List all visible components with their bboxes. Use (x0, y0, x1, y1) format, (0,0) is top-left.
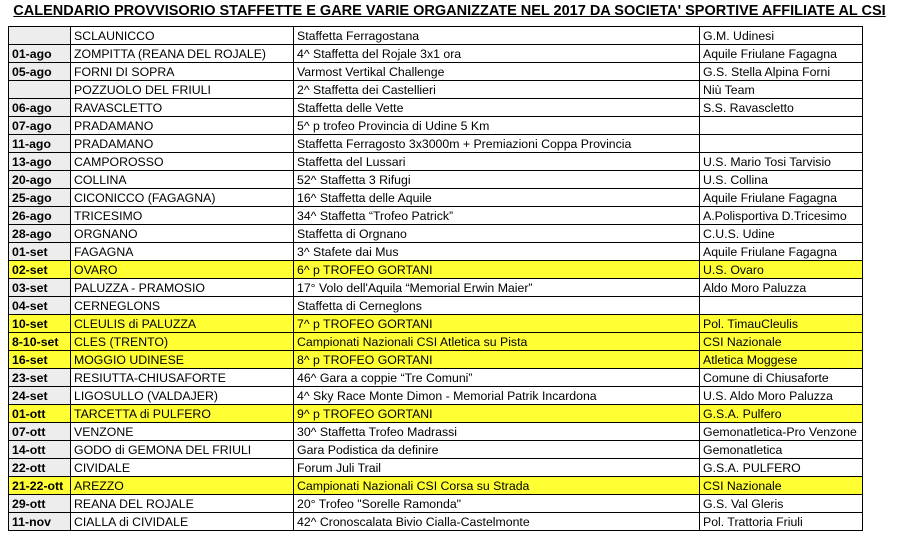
event-cell: 42^ Cronoscalata Bivio Cialla-Castelmonte (294, 513, 700, 531)
table-row (9, 441, 863, 459)
organizer-cell: S.S. Ravascletto (700, 99, 863, 117)
place-cell: POZZUOLO DEL FRIULI (71, 81, 294, 99)
event-cell: Campionati Nazionali CSI Corsa su Strada (294, 477, 700, 495)
table-row (9, 513, 863, 531)
place-cell: CERNEGLONS (71, 297, 294, 315)
place-cell: PRADAMANO (71, 117, 294, 135)
table-row (9, 135, 863, 153)
organizer-cell: U.S. Mario Tosi Tarvisio (700, 153, 863, 171)
table-row (9, 315, 863, 333)
table-row (9, 153, 863, 171)
event-cell: 6^ p TROFEO GORTANI (294, 261, 700, 279)
organizer-cell: G.S. Val Gleris (700, 495, 863, 513)
organizer-cell: G.S.A. Pulfero (700, 405, 863, 423)
event-cell: 5^ p trofeo Provincia di Udine 5 Km (294, 117, 700, 135)
table-row (9, 45, 863, 63)
organizer-cell: G.S.A. PULFERO (700, 459, 863, 477)
date-cell: 28-ago (9, 225, 71, 243)
organizer-cell: Aldo Moro Paluzza (700, 279, 863, 297)
table-row (9, 495, 863, 513)
event-cell: 17° Volo dell'Aquila “Memorial Erwin Maier” (294, 279, 700, 297)
date-cell (9, 81, 71, 99)
event-cell: Staffetta delle Vette (294, 99, 700, 117)
table-row (9, 369, 863, 387)
event-cell: 7^ p TROFEO GORTANI (294, 315, 700, 333)
event-cell: Staffetta del Lussari (294, 153, 700, 171)
date-cell: 25-ago (9, 189, 71, 207)
organizer-cell: A.Polisportiva D.Tricesimo (700, 207, 863, 225)
event-cell: 16^ Staffetta delle Aquile (294, 189, 700, 207)
date-cell: 01-ott (9, 405, 71, 423)
event-cell: Staffetta Ferragostana (294, 27, 700, 45)
place-cell: TRICESIMO (71, 207, 294, 225)
table-row (9, 279, 863, 297)
place-cell: FORNI DI SOPRA (71, 63, 294, 81)
table-row (9, 351, 863, 369)
organizer-cell: C.U.S. Udine (700, 225, 863, 243)
table-row (9, 243, 863, 261)
event-cell: Forum Juli Trail (294, 459, 700, 477)
organizer-cell: Pol. Trattoria Friuli (700, 513, 863, 531)
date-cell: 13-ago (9, 153, 71, 171)
organizer-cell: Aquile Friulane Fagagna (700, 243, 863, 261)
document-title: CALENDARIO PROVVISORIO STAFFETTE E GARE VARIE ORGANIZZATE NEL 2017 DA SOCIETA' SPORTIVE AFFILIATE AL CSI (13, 3, 886, 19)
organizer-cell: G.S. Stella Alpina Forni (700, 63, 863, 81)
date-cell: 10-set (9, 315, 71, 333)
place-cell: VENZONE (71, 423, 294, 441)
table-row (9, 99, 863, 117)
place-cell: OVARO (71, 261, 294, 279)
event-cell: 9^ p TROFEO GORTANI (294, 405, 700, 423)
date-cell: 05-ago (9, 63, 71, 81)
table-row (9, 207, 863, 225)
date-cell: 02-set (9, 261, 71, 279)
date-cell: 03-set (9, 279, 71, 297)
event-cell: 4^ Staffetta del Rojale 3x1 ora (294, 45, 700, 63)
event-cell: Staffetta di Orgnano (294, 225, 700, 243)
organizer-cell: U.S. Ovaro (700, 261, 863, 279)
date-cell (9, 27, 71, 45)
events-calendar-body (9, 27, 863, 531)
place-cell: CLEULIS di PALUZZA (71, 315, 294, 333)
table-row (9, 171, 863, 189)
table-row (9, 189, 863, 207)
date-cell: 06-ago (9, 99, 71, 117)
event-cell: 30^ Staffetta Trofeo Madrassi (294, 423, 700, 441)
organizer-cell: Gemonatletica (700, 441, 863, 459)
place-cell: CIALLA di CIVIDALE (71, 513, 294, 531)
event-cell: 20° Trofeo "Sorelle Ramonda" (294, 495, 700, 513)
table-row (9, 477, 863, 495)
date-cell: 23-set (9, 369, 71, 387)
place-cell: ORGNANO (71, 225, 294, 243)
table-row (9, 27, 863, 45)
organizer-cell: G.M. Udinesi (700, 27, 863, 45)
place-cell: PRADAMANO (71, 135, 294, 153)
organizer-cell: Aquile Friulane Fagagna (700, 45, 863, 63)
table-row (9, 63, 863, 81)
table-row (9, 387, 863, 405)
date-cell: 16-set (9, 351, 71, 369)
organizer-cell: Comune di Chiusaforte (700, 369, 863, 387)
table-row (9, 225, 863, 243)
event-cell: 2^ Staffetta dei Castellieri (294, 81, 700, 99)
date-cell: 01-set (9, 243, 71, 261)
event-cell: 52^ Staffetta 3 Rifugi (294, 171, 700, 189)
place-cell: SCLAUNICCO (71, 27, 294, 45)
table-row (9, 333, 863, 351)
date-cell: 04-set (9, 297, 71, 315)
organizer-cell: Atletica Moggese (700, 351, 863, 369)
place-cell: LIGOSULLO (VALDAJER) (71, 387, 294, 405)
place-cell: RESIUTTA-CHIUSAFORTE (71, 369, 294, 387)
place-cell: REANA DEL ROJALE (71, 495, 294, 513)
date-cell: 14-ott (9, 441, 71, 459)
organizer-cell: Gemonatletica-Pro Venzone (700, 423, 863, 441)
organizer-cell: Niù Team (700, 81, 863, 99)
event-cell: 8^ p TROFEO GORTANI (294, 351, 700, 369)
place-cell: CAMPOROSSO (71, 153, 294, 171)
date-cell: 01-ago (9, 45, 71, 63)
date-cell: 8-10-set (9, 333, 71, 351)
organizer-cell: Pol. TimauCleulis (700, 315, 863, 333)
table-row (9, 297, 863, 315)
place-cell: MOGGIO UDINESE (71, 351, 294, 369)
place-cell: CLES (TRENTO) (71, 333, 294, 351)
date-cell: 24-set (9, 387, 71, 405)
date-cell: 29-ott (9, 495, 71, 513)
date-cell: 07-ott (9, 423, 71, 441)
organizer-cell (700, 117, 863, 135)
place-cell: CICONICCO (FAGAGNA) (71, 189, 294, 207)
table-row (9, 459, 863, 477)
table-row (9, 261, 863, 279)
date-cell: 07-ago (9, 117, 71, 135)
event-cell: Varmost Vertikal Challenge (294, 63, 700, 81)
event-cell: 34^ Staffetta “Trofeo Patrick” (294, 207, 700, 225)
table-row (9, 405, 863, 423)
event-cell: 46^ Gara a coppie “Tre Comuni” (294, 369, 700, 387)
place-cell: AREZZO (71, 477, 294, 495)
date-cell: 21-22-ott (9, 477, 71, 495)
date-cell: 26-ago (9, 207, 71, 225)
organizer-cell: U.S. Collina (700, 171, 863, 189)
event-cell: 3^ Stafete dai Mus (294, 243, 700, 261)
organizer-cell: Aquile Friulane Fagagna (700, 189, 863, 207)
date-cell: 22-ott (9, 459, 71, 477)
place-cell: PALUZZA - PRAMOSIO (71, 279, 294, 297)
date-cell: 11-ago (9, 135, 71, 153)
place-cell: ZOMPITTA (REANA DEL ROJALE) (71, 45, 294, 63)
event-cell: Campionati Nazionali CSI Atletica su Pista (294, 333, 700, 351)
table-row (9, 423, 863, 441)
organizer-cell (700, 135, 863, 153)
events-calendar-table (8, 26, 863, 531)
organizer-cell: U.S. Aldo Moro Paluzza (700, 387, 863, 405)
place-cell: FAGAGNA (71, 243, 294, 261)
table-row (9, 81, 863, 99)
event-cell: Staffetta Ferragosto 3x3000m + Premiazioni Coppa Provincia (294, 135, 700, 153)
place-cell: GODO di GEMONA DEL FRIULI (71, 441, 294, 459)
date-cell: 20-ago (9, 171, 71, 189)
place-cell: COLLINA (71, 171, 294, 189)
place-cell: RAVASCLETTO (71, 99, 294, 117)
date-cell: 11-nov (9, 513, 71, 531)
event-cell: Staffetta di Cerneglons (294, 297, 700, 315)
organizer-cell: CSI Nazionale (700, 333, 863, 351)
event-cell: 4^ Sky Race Monte Dimon - Memorial Patrik Incardona (294, 387, 700, 405)
place-cell: TARCETTA di PULFERO (71, 405, 294, 423)
event-cell: Gara Podistica da definire (294, 441, 700, 459)
organizer-cell (700, 297, 863, 315)
organizer-cell: CSI Nazionale (700, 477, 863, 495)
place-cell: CIVIDALE (71, 459, 294, 477)
table-row (9, 117, 863, 135)
